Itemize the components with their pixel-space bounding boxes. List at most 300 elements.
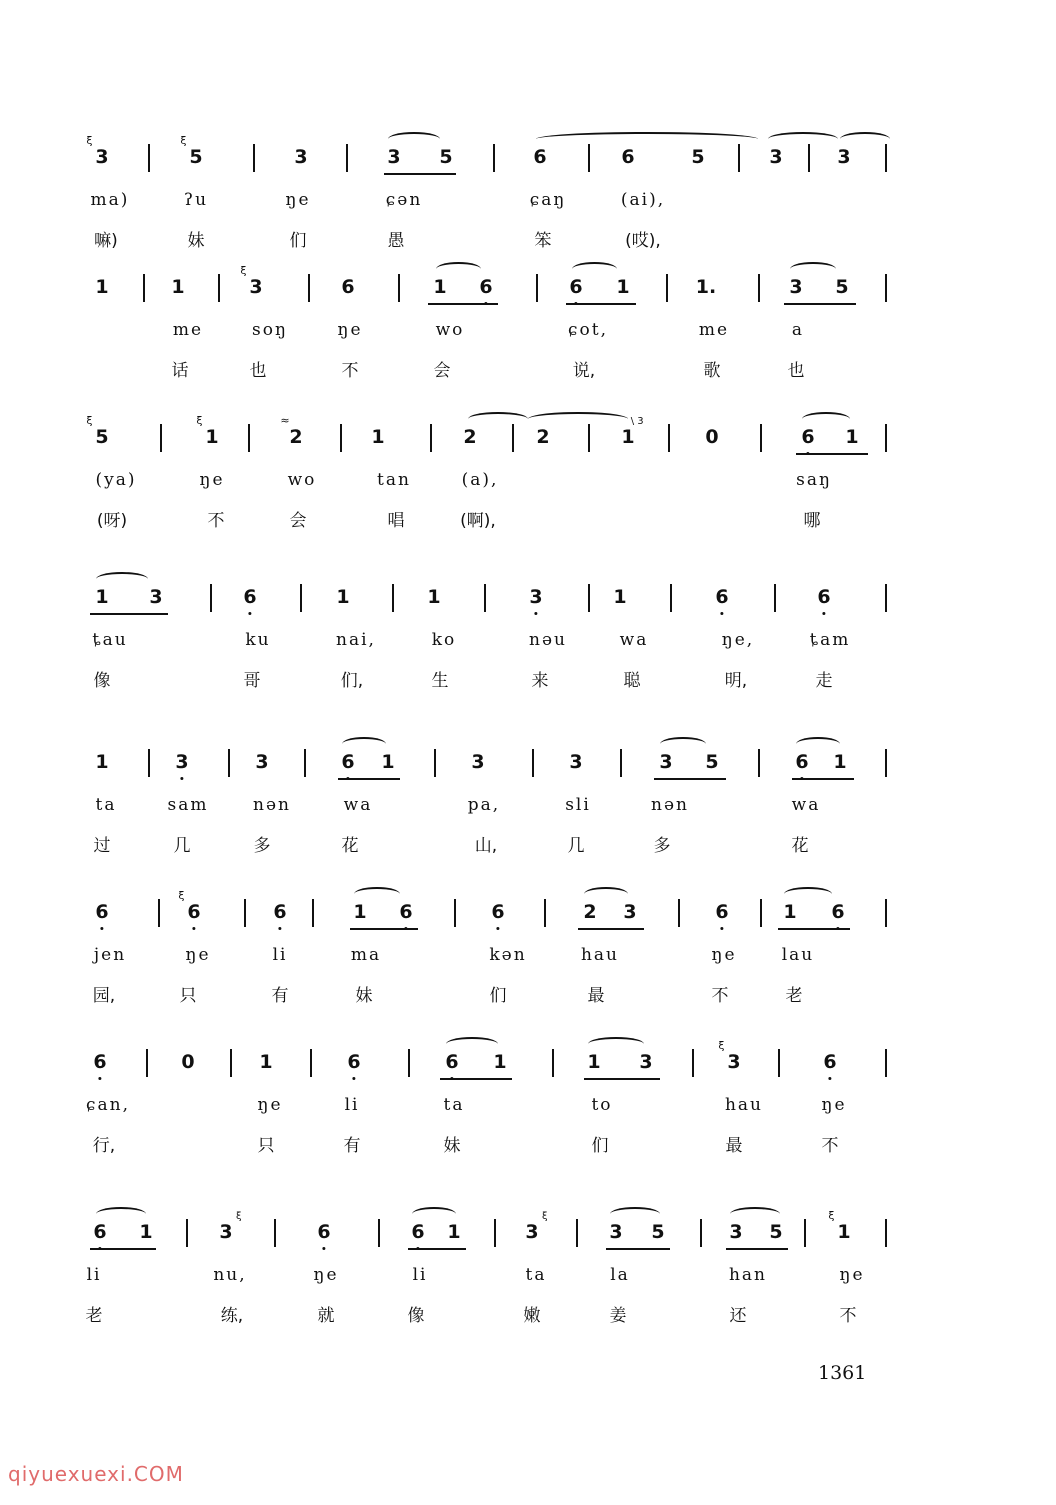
lyric-romanized: nu,	[213, 1265, 247, 1285]
barline	[253, 144, 255, 172]
slur	[660, 737, 706, 751]
barline	[885, 1219, 887, 1247]
beam	[384, 173, 456, 175]
slur	[584, 887, 628, 901]
note: 3	[149, 586, 163, 608]
lyric-chinese: 嫩	[523, 1306, 541, 1326]
lyric-chinese: 妹	[355, 986, 373, 1006]
barline	[692, 1049, 694, 1077]
beam	[338, 778, 400, 780]
lyric-chinese: 妹	[187, 231, 205, 251]
notation-line	[86, 414, 888, 460]
music-system-4	[88, 580, 888, 700]
notation-line	[86, 134, 888, 180]
lyric-chinese: 唱	[387, 511, 405, 531]
lyric-romanized: kən	[489, 945, 527, 965]
lyric-chinese: 有	[271, 986, 289, 1006]
slur	[342, 737, 386, 751]
lyric-chinese: 过	[93, 836, 111, 856]
barline	[885, 424, 887, 452]
lyric-chinese: 们	[591, 1136, 609, 1156]
barline	[576, 1219, 578, 1247]
lyric-romanized: ku	[245, 630, 271, 650]
note: 0	[181, 1051, 195, 1073]
notation-line	[88, 580, 888, 620]
slur	[796, 737, 840, 751]
barline	[536, 274, 538, 302]
lyric-chinese: (啊),	[460, 511, 496, 531]
lyric-chinese: 园,	[92, 986, 116, 1006]
note: 6	[341, 276, 355, 298]
beam	[566, 303, 636, 305]
note: 1	[833, 751, 847, 773]
lyric-chinese: 花	[791, 836, 809, 856]
barline	[760, 424, 762, 452]
beam	[90, 1248, 156, 1250]
note: 6	[411, 1221, 424, 1243]
lyric-chinese: 练,	[220, 1306, 244, 1326]
note: 6	[317, 1221, 330, 1243]
watermark: qiyuexuexi.COM	[8, 1462, 184, 1486]
beam	[784, 303, 856, 305]
slur	[354, 887, 400, 901]
note: 6	[817, 586, 830, 608]
barline	[340, 424, 342, 452]
note: 6	[801, 426, 814, 448]
note: 1	[845, 426, 859, 448]
lyric-romanized: sli	[565, 795, 591, 815]
beam	[726, 1248, 788, 1250]
music-system-6	[88, 889, 888, 1015]
note: ξ 5	[180, 134, 203, 168]
lyric-chinese: 哥	[243, 671, 261, 691]
note: 3	[623, 901, 637, 923]
barline	[143, 274, 145, 302]
note: 3	[529, 586, 542, 608]
beam	[606, 1248, 670, 1250]
lyric-chinese: 会	[289, 511, 307, 531]
lyric-romanized: lau	[781, 945, 815, 965]
music-system-1	[86, 134, 888, 260]
note: 6	[273, 901, 286, 923]
barline	[218, 274, 220, 302]
lyric-romanized: pa,	[467, 795, 501, 815]
note: 6	[243, 586, 256, 608]
lyric-chinese: 聪	[623, 671, 641, 691]
barline	[804, 1219, 806, 1247]
barline	[668, 424, 670, 452]
lyric-chinese: 山,	[474, 836, 498, 856]
lyric-romanized: ŋe	[839, 1265, 865, 1285]
lyric-chinese: (呀)	[96, 511, 128, 531]
lyric-chinese: 话	[171, 361, 189, 381]
lyric-chinese: 来	[531, 671, 549, 691]
barline	[308, 274, 310, 302]
note: ξ 3	[718, 1039, 741, 1073]
lyric-romanized: la	[610, 1265, 630, 1285]
lyric-chinese: 行,	[92, 1136, 116, 1156]
notation-line	[88, 745, 888, 785]
lyric-chinese: 花	[341, 836, 359, 856]
page-number: 1361	[818, 1362, 867, 1384]
note: 1	[783, 901, 797, 923]
lyric-chinese: 不	[207, 511, 225, 531]
note: 1	[447, 1221, 461, 1243]
note: 3	[769, 146, 783, 168]
barline	[885, 274, 887, 302]
barline	[758, 274, 760, 302]
barline	[210, 584, 212, 612]
note: 1	[139, 1221, 153, 1243]
note: 6	[341, 751, 354, 773]
lyric-chinese: 最	[587, 986, 605, 1006]
beam	[654, 778, 726, 780]
barline	[758, 749, 760, 777]
lyric-romanized: li	[344, 1095, 360, 1115]
slur	[790, 262, 836, 276]
note: 2	[536, 426, 550, 448]
barline	[148, 749, 150, 777]
lyric-romanized: ŋe,	[721, 630, 755, 650]
lyric-romanized: me	[172, 320, 204, 340]
lyric-chinese: 愚	[387, 231, 405, 251]
note: 6	[533, 146, 547, 168]
beam	[778, 928, 850, 930]
lyric-romanized: ta	[525, 1265, 547, 1285]
note: 5	[769, 1221, 783, 1243]
slur	[446, 1037, 498, 1051]
lyric-chinese: 不	[341, 361, 359, 381]
lyric-romanized: ma	[350, 945, 382, 965]
note: 3	[837, 146, 851, 168]
beam	[584, 1078, 660, 1080]
note: ξ 6	[187, 901, 200, 923]
slur	[528, 412, 628, 426]
note: 5	[835, 276, 849, 298]
lyric-chinese: 们	[489, 986, 507, 1006]
beam	[350, 928, 418, 930]
lyric-chinese: 会	[433, 361, 451, 381]
music-system-8	[85, 1209, 888, 1335]
slur	[730, 1207, 780, 1221]
lyric-romanized: ŋe	[185, 945, 211, 965]
lyric-romanized: ŋe	[313, 1265, 339, 1285]
barline	[484, 584, 486, 612]
note: 1	[95, 276, 109, 298]
lyric-romanized: ɕaŋ	[529, 190, 567, 210]
note: ξ 3	[240, 264, 263, 298]
note: 5	[705, 751, 719, 773]
lyric-chinese: 也	[787, 361, 805, 381]
barline	[588, 424, 590, 452]
slur	[536, 132, 758, 146]
note: 1	[493, 1051, 507, 1073]
lyric-romanized: ʔu	[183, 190, 209, 210]
note: 1	[259, 1051, 273, 1073]
note: 1	[353, 901, 367, 923]
notation-line	[88, 264, 888, 310]
lyric-chinese: 笨	[534, 231, 552, 251]
note: 6	[95, 901, 108, 923]
beam	[408, 1248, 466, 1250]
note: ξ 1	[196, 414, 219, 448]
note: 1	[95, 751, 109, 773]
lyric-romanized: me	[698, 320, 730, 340]
music-system-5	[88, 745, 888, 865]
lyric-chinese: 像	[93, 671, 111, 691]
barline	[434, 749, 436, 777]
barline	[148, 144, 150, 172]
lyric-chinese: 说,	[572, 361, 596, 381]
note: 5	[691, 146, 705, 168]
barline	[588, 584, 590, 612]
barline	[760, 899, 762, 927]
lyric-chinese: 只	[179, 986, 197, 1006]
lyric-romanized: ɕan,	[85, 1095, 131, 1115]
lyric-romanized: ta	[443, 1095, 465, 1115]
note: 6	[399, 901, 412, 923]
barline	[885, 584, 887, 612]
lyric-romanized: ŋe	[199, 470, 225, 490]
slur	[388, 132, 440, 146]
lyric-romanized: sam	[167, 795, 209, 815]
lyric-romanized: (ya)	[95, 470, 137, 490]
note: 1 \ 3	[621, 416, 644, 448]
lyric-romanized: nən	[253, 795, 291, 815]
barline	[778, 1049, 780, 1077]
barline	[398, 274, 400, 302]
note: 6	[491, 901, 504, 923]
note: 3	[294, 146, 308, 168]
barline	[552, 1049, 554, 1077]
barline	[160, 424, 162, 452]
note: 6	[795, 751, 808, 773]
notation-line	[88, 1209, 888, 1255]
note: 3	[175, 751, 188, 773]
note: 3	[609, 1221, 623, 1243]
barline	[774, 584, 776, 612]
beam	[792, 778, 854, 780]
lyric-chinese: 老	[85, 1306, 103, 1326]
lyric-romanized: to	[591, 1095, 613, 1115]
lyric-chinese: (哎),	[625, 231, 661, 251]
note: 6	[93, 1051, 106, 1073]
barline	[186, 1219, 188, 1247]
barline	[885, 1049, 887, 1077]
lyric-romanized: ŋe	[337, 320, 363, 340]
note: 3	[255, 751, 269, 773]
lyric-chinese: 生	[431, 671, 449, 691]
lyric-romanized: li	[412, 1265, 428, 1285]
lyric-chinese: 几	[567, 836, 585, 856]
lyric-chinese: 也	[249, 361, 267, 381]
lyric-romanized: (ai),	[620, 190, 666, 210]
slur	[802, 412, 850, 426]
lyric-romanized: wo	[287, 470, 317, 490]
note: 1	[613, 586, 627, 608]
note: ξ 3	[86, 134, 109, 168]
lyric-romanized: tan	[377, 470, 411, 490]
note: 2	[463, 426, 477, 448]
lyric-romanized: hau	[724, 1095, 764, 1115]
lyric-romanized: ŋe	[285, 190, 311, 210]
barline	[885, 144, 887, 172]
lyric-chinese: 明,	[724, 671, 748, 691]
barline	[512, 424, 514, 452]
barline	[146, 1049, 148, 1077]
slur	[412, 1207, 456, 1221]
lyric-romanized: ŋe	[821, 1095, 847, 1115]
note: 1	[381, 751, 395, 773]
note: ξ 5	[86, 414, 109, 448]
note: 6	[823, 1051, 836, 1073]
note: 6	[479, 276, 492, 298]
note: 3 ξ	[219, 1211, 242, 1243]
barline	[248, 424, 250, 452]
barline	[666, 274, 668, 302]
note: 6	[445, 1051, 458, 1073]
lyric-romanized: han	[728, 1265, 768, 1285]
barline	[378, 1219, 380, 1247]
note: 6	[347, 1051, 360, 1073]
note: 6	[715, 901, 728, 923]
lyric-chinese: 走	[815, 671, 833, 691]
lyric-chinese: 最	[725, 1136, 743, 1156]
note: 6	[715, 586, 728, 608]
beam	[578, 928, 644, 930]
note: 5	[439, 146, 453, 168]
lyric-romanized: wa	[791, 795, 821, 815]
notation-line	[88, 1039, 888, 1085]
lyric-chinese: 不	[839, 1306, 857, 1326]
note: 6	[831, 901, 844, 923]
barline	[678, 899, 680, 927]
lyric-romanized: li	[86, 1265, 102, 1285]
lyric-chinese: 嘛)	[94, 231, 118, 251]
slur	[840, 132, 890, 146]
lyric-chinese: 多	[253, 836, 271, 856]
lyric-romanized: ȶau	[92, 630, 128, 650]
slur	[572, 262, 617, 276]
barline	[700, 1219, 702, 1247]
lyric-romanized: a	[791, 320, 805, 340]
lyric-romanized: ɕən	[385, 190, 423, 210]
barline	[158, 899, 160, 927]
music-system-7	[85, 1039, 888, 1165]
music-system-3	[86, 414, 888, 540]
slur	[768, 132, 838, 146]
barline	[312, 899, 314, 927]
note: 3	[387, 146, 401, 168]
note: 1	[616, 276, 630, 298]
lyric-romanized: wo	[435, 320, 465, 340]
lyric-chinese: 老	[785, 986, 803, 1006]
lyric-chinese: 们	[289, 231, 307, 251]
barline	[300, 584, 302, 612]
slur	[96, 1207, 146, 1221]
note: 3	[569, 751, 583, 773]
note: 1	[371, 426, 385, 448]
note: 0	[705, 426, 719, 448]
slur	[610, 1207, 660, 1221]
lyric-romanized: ɕot,	[568, 320, 608, 340]
lyric-romanized: ko	[431, 630, 457, 650]
note: 3	[789, 276, 803, 298]
lyric-chinese: 就	[317, 1306, 335, 1326]
lyric-romanized: jen	[93, 945, 127, 965]
barline	[808, 144, 810, 172]
lyric-chinese: 歌	[703, 361, 721, 381]
lyric-chinese: 姜	[609, 1306, 627, 1326]
lyric-chinese: 哪	[803, 511, 821, 531]
lyric-chinese: 们,	[340, 671, 364, 691]
note: 1	[427, 586, 441, 608]
barline	[230, 1049, 232, 1077]
lyric-romanized: hau	[580, 945, 620, 965]
lyric-romanized: wa	[343, 795, 373, 815]
note: 1	[336, 586, 350, 608]
note: 1	[587, 1051, 601, 1073]
lyric-chinese: 像	[407, 1306, 425, 1326]
barline	[493, 144, 495, 172]
barline	[310, 1049, 312, 1077]
note: 6	[93, 1221, 106, 1243]
barline	[738, 144, 740, 172]
lyric-romanized: ȶam	[809, 630, 851, 650]
lyric-romanized: soŋ	[252, 320, 288, 340]
slur	[784, 887, 832, 901]
lyric-chinese: 妹	[443, 1136, 461, 1156]
lyric-chinese: 还	[729, 1306, 747, 1326]
note: ≈ 2	[280, 414, 303, 448]
lyric-chinese: 只	[257, 1136, 275, 1156]
barline	[454, 899, 456, 927]
beam	[796, 453, 868, 455]
barline	[588, 144, 590, 172]
barline	[494, 1219, 496, 1247]
slur	[588, 1037, 644, 1051]
note: 2	[583, 901, 597, 923]
lyric-romanized: nən	[651, 795, 689, 815]
note: 3	[639, 1051, 653, 1073]
beam	[90, 613, 168, 615]
note: 3	[729, 1221, 743, 1243]
barline	[544, 899, 546, 927]
note: 1.	[695, 276, 717, 298]
slur	[436, 262, 481, 276]
note: 6	[569, 276, 582, 298]
barline	[244, 899, 246, 927]
lyric-romanized: wa	[619, 630, 649, 650]
note: 3 ξ	[525, 1211, 548, 1243]
note: 3	[471, 751, 485, 773]
barline	[430, 424, 432, 452]
barline	[670, 584, 672, 612]
lyric-romanized: nəu	[529, 630, 567, 650]
lyric-romanized: (a),	[461, 470, 499, 490]
note: 1	[95, 586, 109, 608]
music-system-2	[88, 264, 888, 390]
beam	[428, 303, 498, 305]
barline	[885, 749, 887, 777]
barline	[392, 584, 394, 612]
barline	[304, 749, 306, 777]
lyric-chinese: 多	[653, 836, 671, 856]
lyric-chinese: 不	[711, 986, 729, 1006]
lyric-romanized: ma)	[90, 190, 130, 210]
notation-line	[88, 889, 888, 935]
barline	[408, 1049, 410, 1077]
